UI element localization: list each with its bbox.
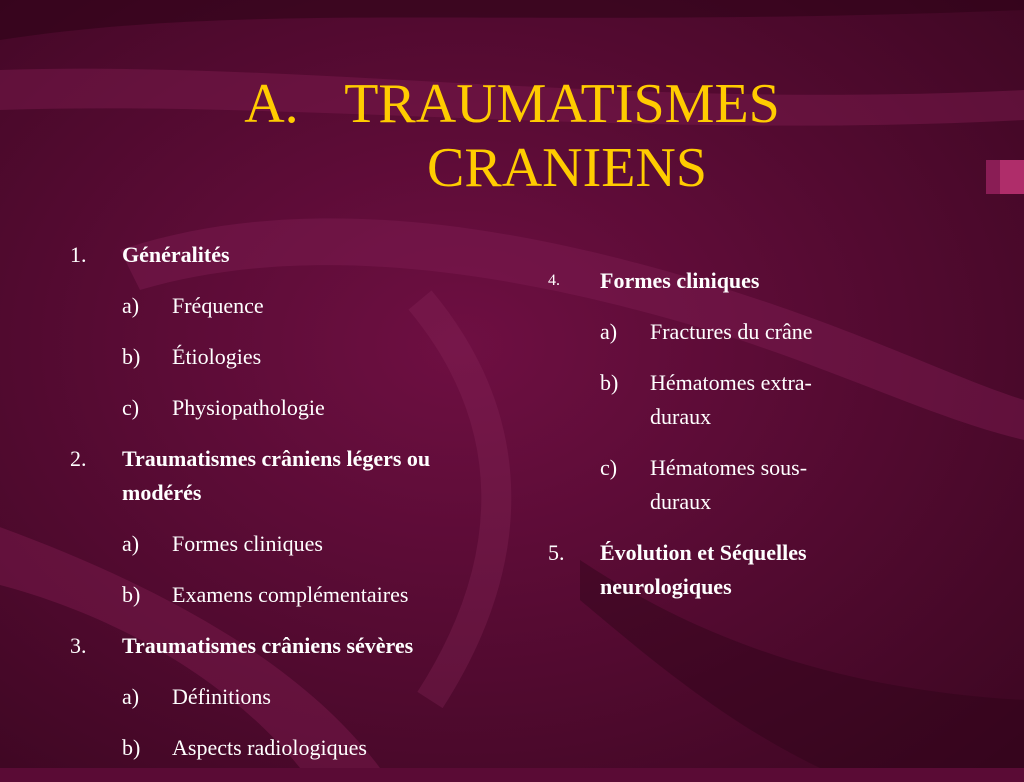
subitem-letter: c) bbox=[600, 455, 618, 480]
outline-item bbox=[70, 238, 510, 272]
subitem-text: Examens complémentaires bbox=[172, 582, 409, 607]
subitem-text: Hématomes sous-duraux bbox=[650, 455, 808, 514]
subitem-letter: a) bbox=[600, 319, 618, 344]
subitem-text: Formes cliniques bbox=[172, 531, 323, 556]
item-text: Formes cliniques bbox=[600, 268, 760, 293]
title-line-2: CRANIENS bbox=[426, 137, 708, 199]
subitem-letter: b) bbox=[122, 582, 141, 607]
outline-item bbox=[548, 264, 888, 298]
outline-subitem bbox=[548, 366, 860, 434]
item-text: Évolution et Séquelles neurologiques bbox=[600, 540, 807, 599]
subitem-letter: a) bbox=[122, 684, 140, 709]
title-line-1: TRAUMATISMES bbox=[344, 73, 780, 135]
outline-subitem bbox=[70, 578, 510, 612]
subitem-letter: b) bbox=[122, 344, 141, 369]
subitem-text: Étiologies bbox=[172, 344, 262, 369]
item-number: 1. bbox=[70, 242, 87, 267]
outline-subitem bbox=[70, 289, 510, 323]
outline-item bbox=[70, 442, 510, 510]
item-text: Traumatismes crâniens sévères bbox=[122, 633, 414, 658]
item-number: 2. bbox=[70, 446, 87, 471]
item-number: 4. bbox=[548, 272, 560, 289]
subitem-letter: c) bbox=[122, 395, 140, 420]
subitem-letter: b) bbox=[122, 735, 141, 760]
subitem-text: Définitions bbox=[172, 684, 271, 709]
outline-subitem bbox=[548, 451, 860, 519]
item-text: Généralités bbox=[122, 242, 230, 267]
slide-title bbox=[0, 72, 1024, 200]
outline-subitem bbox=[70, 527, 510, 561]
subitem-text: Physiopathologie bbox=[172, 395, 325, 420]
title-label: A. bbox=[244, 73, 299, 135]
outline-subitem bbox=[70, 391, 510, 425]
outline-right-column bbox=[548, 264, 888, 621]
outline-item bbox=[548, 536, 888, 604]
outline-subitem bbox=[70, 680, 510, 714]
subitem-letter: a) bbox=[122, 293, 140, 318]
outline-subitem bbox=[548, 315, 888, 349]
subitem-letter: b) bbox=[600, 370, 619, 395]
item-number: 3. bbox=[70, 633, 87, 658]
subitem-text: Hématomes extra-duraux bbox=[650, 370, 812, 429]
subitem-letter: a) bbox=[122, 531, 140, 556]
outline-item bbox=[70, 629, 510, 663]
subitem-text: Fréquence bbox=[172, 293, 264, 318]
subitem-text: Fractures du crâne bbox=[650, 319, 813, 344]
outline-left-column bbox=[70, 238, 510, 782]
outline-subitem bbox=[70, 340, 510, 374]
outline-subitem bbox=[70, 731, 510, 765]
item-text: Traumatismes crâniens légers ou modérés bbox=[122, 446, 431, 505]
item-number: 5. bbox=[548, 540, 565, 565]
subitem-text: Aspects radiologiques bbox=[172, 735, 367, 760]
